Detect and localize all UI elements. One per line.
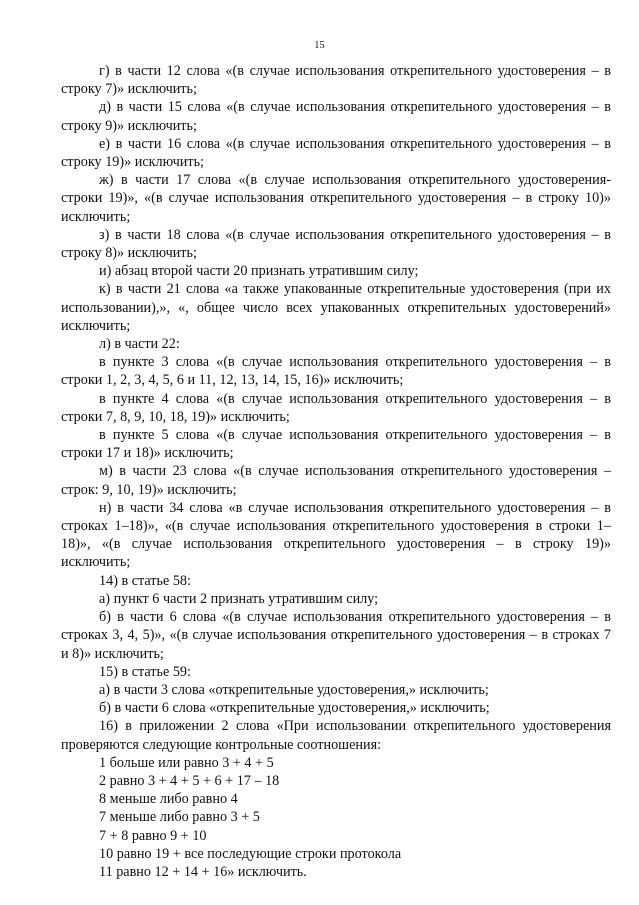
formula-line: 2 равно 3 + 4 + 5 + 6 + 17 – 18: [99, 772, 280, 789]
paragraph: г) в части 12 слова «(в случае использования открепительного удостоверения – в строку 7)» исключить;: [61, 63, 611, 98]
paragraph: а) в части 3 слова «открепительные удостоверения,» исключить;: [99, 681, 489, 698]
paragraph: 16) в приложении 2 слова «При использовании открепительного удостоверения проверяются следующие контрольные соотношения:: [61, 718, 611, 753]
document-body: [61, 62, 611, 881]
page-number: 15: [314, 40, 325, 51]
paragraph: з) в части 18 слова «(в случае использования открепительного удостоверения – в строку 8)» исключить;: [61, 226, 611, 262]
paragraph: ж) в части 17 слова «(в случае использования открепительного удостоверения- строки 19)», «(в случае использования открепительного удостоверения – в строку 10)» исключить;: [61, 172, 611, 225]
paragraph: к) в части 21 слова «а также упакованные открепительные удостоверения (при их использовании),», «, общее число всех упакованных открепительных удостоверений» исключить;: [61, 281, 611, 334]
paragraph: 15) в статье 59:: [99, 663, 191, 680]
formula-line: 1 больше или равно 3 + 4 + 5: [99, 754, 274, 771]
formula-line: 7 меньше либо равно 3 + 5: [99, 809, 260, 826]
paragraph: н) в части 34 слова «в случае использования открепительного удостоверения – в строках 1–18)», «(в случае использования открепительного удостоверения в строки 1–18)», «(в случае использования открепительного удостоверения – в строку 19)» исключить;: [61, 499, 611, 571]
paragraph: м) в части 23 слова «(в случае использования открепительного удостоверения – строк: 9, 10, 19)» исключить;: [61, 463, 611, 498]
paragraph: д) в части 15 слова «(в случае использования открепительного удостоверения – в строку 9)» исключить;: [61, 99, 611, 134]
paragraph: б) в части 6 слова «открепительные удостоверения,» исключить;: [99, 700, 490, 717]
formula-line: 11 равно 12 + 14 + 16» исключить.: [99, 863, 307, 880]
formula-line: 7 + 8 равно 9 + 10: [99, 827, 207, 844]
paragraph: б) в части 6 слова «(в случае использования открепительного удостоверения – в строках 3, 4, 5)», «(в случае использования открепительного удостоверения – в строках 7 и 8)» исключить;: [61, 609, 611, 662]
paragraph: в пункте 4 слова «(в случае использования открепительного удостоверения – в строки 7, 8, 9, 10, 18, 19)» исключить;: [61, 390, 611, 425]
paragraph: а) пункт 6 части 2 признать утратившим силу;: [99, 590, 379, 607]
paragraph: в пункте 3 слова «(в случае использования открепительного удостоверения – в строки 1, 2, 3, 4, 5, 6 и 11, 12, 13, 14, 15, 16)» исключить;: [61, 354, 611, 389]
paragraph: в пункте 5 слова «(в случае использования открепительного удостоверения – в строки 17 и 18)» исключить;: [61, 427, 611, 462]
paragraph: л) в части 22:: [99, 336, 180, 353]
paragraph: е) в части 16 слова «(в случае использования открепительного удостоверения – в строку 19)» исключить;: [61, 135, 611, 171]
paragraph: 14) в статье 58:: [99, 572, 191, 589]
formula-line: 8 меньше либо равно 4: [99, 791, 238, 808]
formula-line: 10 равно 19 + все последующие строки протокола: [99, 845, 402, 862]
paragraph: и) абзац второй части 20 признать утратившим силу;: [99, 263, 419, 280]
